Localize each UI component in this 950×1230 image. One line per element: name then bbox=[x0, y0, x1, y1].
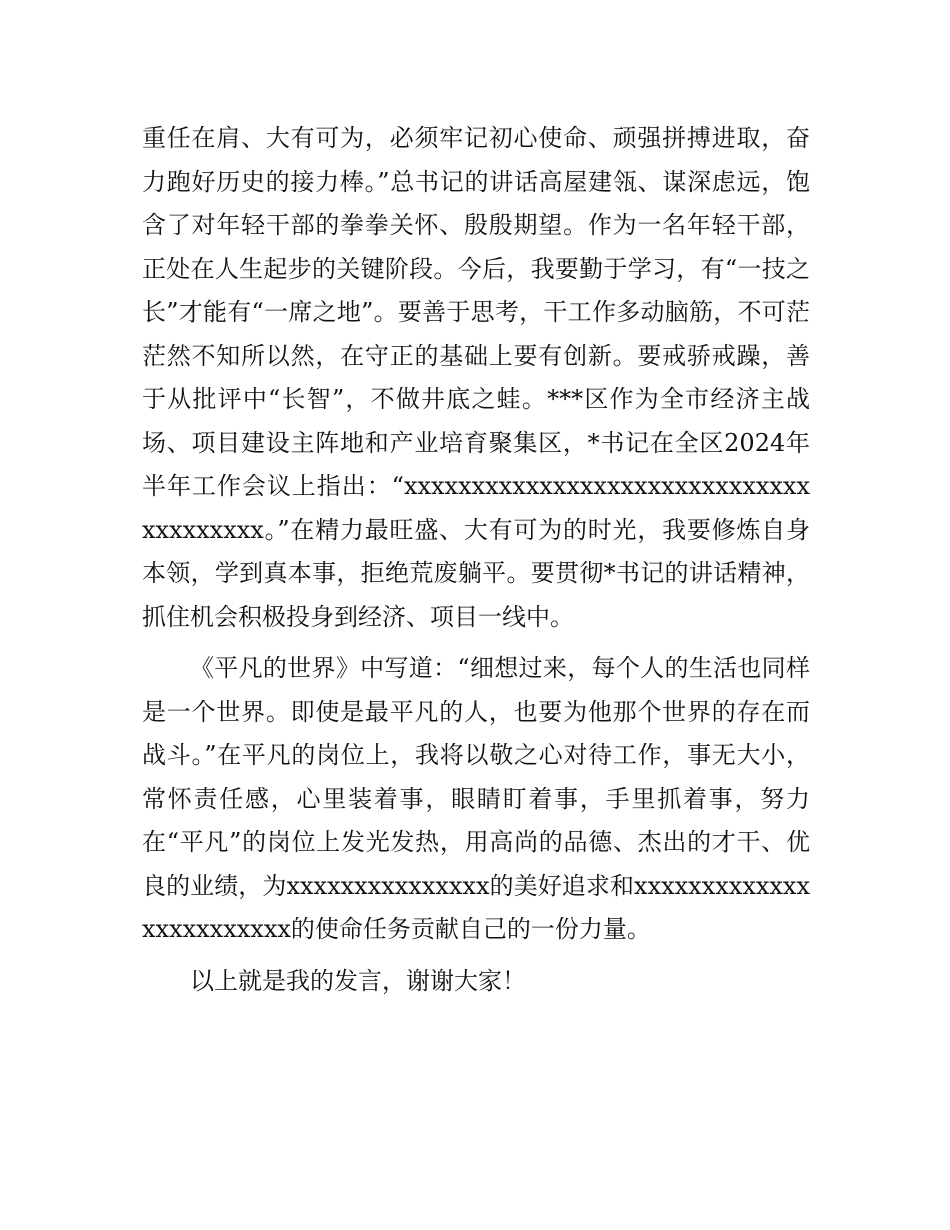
paragraph-1: 重任在肩、大有可为，必须牢记初心使命、顽强拼搏进取，奋力跑好历史的接力棒。”总书记的讲话高屋建瓴、谋深虑远，饱含了对年轻干部的拳拳关怀、殷殷期望。作为一名年轻干部，正处在人生起步的关键阶段。今后，我要勤于学习，有“一技之长”才能有“一席之地”。要善于思考，干工作多动脑筋，不可茫茫然不知所以然，在守正的基础上要有创新。要戒骄戒躁，善于从批评中“长智”，不做井底之蛙。***区作为全市经济主战场、项目建设主阵地和产业培育聚集区，*书记在全区2024年半年工作会议上指出：“xxxxxxxxxxxxxxxxxxxxxxxxxxxxxxxxxxxxxxx。”在精力最旺盛、大有可为的时光，我要修炼自身本领，学到真本事，拒绝荒废躺平。要贯彻*书记的讲话精神，抓住机会积极投身到经济、项目一线中。 bbox=[142, 124, 810, 631]
paragraph-3: 以上就是我的发言，谢谢大家！ bbox=[190, 966, 526, 995]
paragraph-2: 《平凡的世界》中写道：“细想过来，每个人的生活也同样是一个世界。即使是最平凡的人，也要为他那个世界的存在而战斗。”在平凡的岗位上，我将以敬之心对待工作，事无大小，常怀责任感，心里装着事，眼睛盯着事，手里抓着事，努力在“平凡”的岗位上发光发热，用高尚的品德、杰出的才干、优良的业绩，为xxxxxxxxxxxxxxx的美好追求和xxxxxxxxxxxxxxxxxxxxxxxx的使命任务贡献自己的一份力量。 bbox=[142, 654, 810, 943]
document-body bbox=[142, 117, 810, 1003]
